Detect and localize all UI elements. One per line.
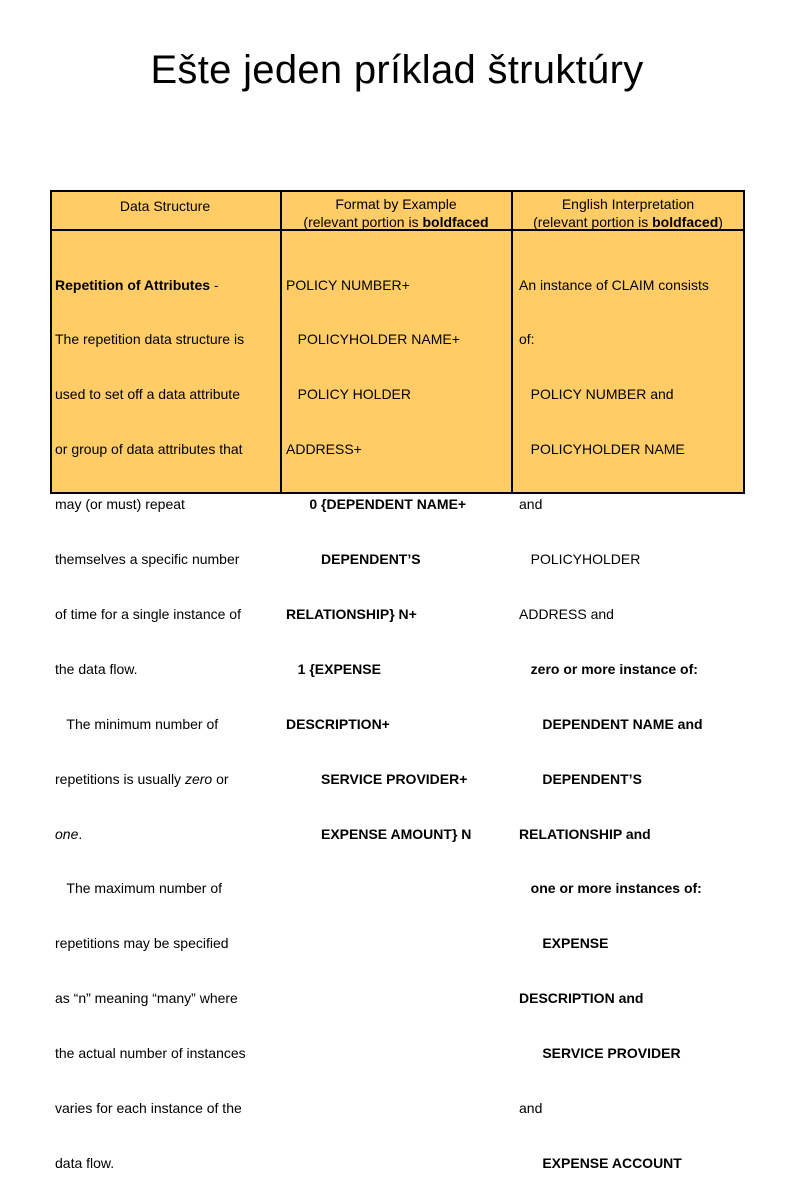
header-format-prefix: (relevant portion is	[303, 214, 423, 231]
format-line-bold: SERVICE PROVIDER+	[286, 770, 468, 787]
interp-line: POLICY NUMBER and	[519, 386, 674, 403]
header-english-bold: boldfaced	[652, 214, 719, 231]
desc-fragment: .	[78, 825, 83, 842]
interp-line-bold: DEPENDENT’S	[519, 770, 642, 787]
interp-line: ADDRESS and	[519, 605, 614, 622]
desc-line: repetitions may be specified	[55, 935, 229, 952]
header-english-suffix: )	[718, 214, 723, 231]
format-line: POLICY HOLDER	[286, 386, 412, 403]
format-line-bold: RELATIONSHIP} N+	[286, 605, 417, 622]
interp-line-bold: DESCRIPTION and	[519, 990, 644, 1007]
desc-line: of time for a single instance of	[55, 605, 241, 622]
desc-line: the data flow.	[55, 660, 138, 677]
format-line-bold: 0 {DEPENDENT NAME+	[286, 496, 467, 513]
desc-italic: zero	[184, 770, 213, 787]
header-english-interpretation	[513, 195, 743, 232]
interp-line-bold: EXPENSE ACCOUNT	[519, 1154, 682, 1171]
interp-line-bold: DEPENDENT NAME and	[519, 715, 703, 732]
column-divider-1	[280, 190, 282, 494]
interp-line-bold: one or more instances of:	[519, 880, 702, 897]
interp-line: and	[519, 1099, 543, 1116]
header-format-line1: Format by Example	[335, 196, 457, 212]
header-format-line2	[282, 213, 510, 231]
desc-line: themselves a specific number	[55, 551, 240, 568]
desc-line: varies for each instance of the	[55, 1099, 242, 1116]
interp-line: POLICYHOLDER	[519, 551, 641, 568]
header-data-structure-text: Data Structure	[119, 198, 211, 214]
desc-line	[55, 770, 246, 788]
desc-line: or group of data attributes that	[55, 441, 243, 458]
format-example	[286, 239, 471, 861]
header-format-bold: boldfaced	[422, 214, 489, 231]
format-line-bold: DEPENDENT’S	[286, 551, 421, 568]
format-line-bold: EXPENSE AMOUNT} N	[286, 825, 472, 842]
english-interpretation	[519, 239, 709, 1190]
format-line-bold: 1 {EXPENSE	[286, 660, 381, 677]
format-line: POLICYHOLDER NAME+	[286, 331, 460, 348]
format-line-bold: DESCRIPTION+	[286, 715, 390, 732]
desc-line: The repetition data structure is	[55, 331, 245, 348]
desc-heading-suffix: -	[210, 276, 219, 293]
interp-line: POLICYHOLDER NAME	[519, 441, 685, 458]
header-english-line2	[513, 213, 743, 231]
desc-line: as “n” meaning “many” where	[55, 990, 238, 1007]
header-english-prefix: (relevant portion is	[533, 214, 653, 231]
interp-line-bold: SERVICE PROVIDER	[519, 1045, 681, 1062]
header-format-by-example	[282, 195, 510, 232]
format-line: POLICY NUMBER+	[286, 276, 410, 293]
interp-line: and	[519, 496, 543, 513]
slide-title: Ešte jeden príklad štruktúry	[150, 48, 644, 92]
desc-line: may (or must) repeat	[55, 496, 185, 513]
interp-line-bold: RELATIONSHIP and	[519, 825, 651, 842]
desc-fragment: repetitions is usually	[55, 770, 185, 787]
header-english-line1: English Interpretation	[561, 196, 695, 212]
desc-line: The minimum number of	[55, 715, 219, 732]
desc-heading-line	[55, 276, 246, 294]
column-divider-2	[511, 190, 513, 494]
desc-italic: one	[55, 825, 79, 842]
format-line: ADDRESS+	[286, 441, 362, 458]
desc-line: the actual number of instances	[55, 1045, 246, 1062]
desc-line: data flow.	[55, 1154, 115, 1171]
desc-line	[55, 825, 246, 843]
desc-line: used to set off a data attribute	[55, 386, 240, 403]
interp-line: of:	[519, 331, 535, 348]
data-structure-description	[55, 239, 246, 1190]
header-data-structure	[52, 197, 278, 215]
interp-line-bold: zero or more instance of:	[519, 660, 698, 677]
desc-line: The maximum number of	[55, 880, 223, 897]
interp-line-bold: EXPENSE	[519, 935, 609, 952]
interp-line: An instance of CLAIM consists	[519, 276, 709, 293]
desc-fragment: or	[212, 770, 229, 787]
desc-heading: Repetition of Attributes	[55, 276, 211, 293]
